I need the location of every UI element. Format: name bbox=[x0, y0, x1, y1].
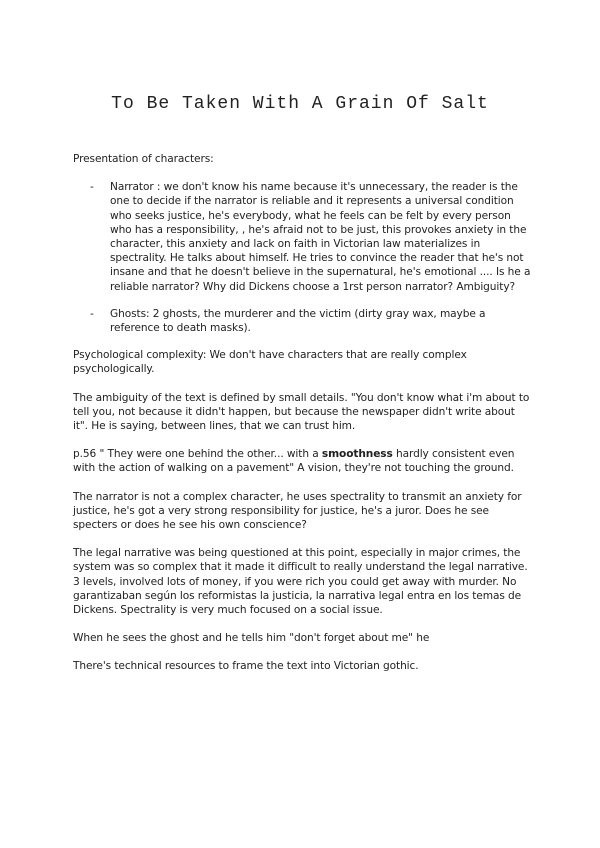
bullet-marker: - bbox=[90, 307, 94, 320]
paragraph-quote-p56 bbox=[73, 447, 533, 475]
quote-text-end: hardly consistent even with the action of walking on a pavement" A vision, they're not touching the ground. bbox=[73, 448, 515, 475]
quote-text-start: p.56 " They were one behind the other... with a bbox=[73, 448, 322, 461]
paragraph-narrator: The narrator is not a complex character, he uses spectrality to transmit an anxiety for justice, he's got a very strong responsibility for justice, he's a juror. Does he see specters or does he see his own conscience? bbox=[73, 490, 522, 532]
paragraph-technical: There's technical resources to frame the text into Victorian gothic. bbox=[73, 660, 419, 673]
list-item-narrator bbox=[73, 180, 533, 294]
document-title: To Be Taken With A Grain Of Salt bbox=[111, 94, 489, 114]
bullet-marker: - bbox=[90, 181, 94, 194]
paragraph-legal: The legal narrative was being questioned at this point, especially in major crimes, the system was so complex that it made it difficult to really understand the legal narrative. 3 levels, involved lots of money, if you were rich you could get away with murder. No garantizaban según los reformistas la justicia, la narrativa legal entra en los temas de Dickens. Spectrality is very much focused on a social issue. bbox=[73, 547, 528, 617]
paragraph-psychological: Psychological complexity: We don't have characters that are really complex psychologically. bbox=[73, 349, 467, 376]
list-item-text: Narrator : we don't know his name because it's unnecessary, the reader is the one to decide if the narrator is reliable and it represents a universal condition who seeks justice, he's everybody, what he feels can be felt by every person who has a responsibility, , he's afraid not to be just, this provokes anxiety in the character, this anxiety and lack on faith in Victorian law materializes in spectrality. He talks about himself. He tries to convince the reader that he's not insane and that he doesn't believe in the supernatural, he's emotional .... Is he a reliable narrator? Why did Dickens choose a 1rst person narrator? Ambiguity? bbox=[110, 181, 531, 293]
list-item-ghosts bbox=[73, 307, 533, 335]
quote-emphasis: smoothness bbox=[321, 448, 393, 461]
document-body bbox=[73, 152, 533, 688]
paragraph-ambiguity: The ambiguity of the text is defined by small details. "You don't know what i'm about to tell you, not because it didn't happen, but because the newspaper didn't write about it". He is saying, between lines, that we can trust him. bbox=[73, 391, 530, 433]
character-list bbox=[73, 180, 533, 335]
paragraph-ghost: When he sees the ghost and he tells him "don't forget about me" he bbox=[73, 632, 430, 645]
section-heading: Presentation of characters: bbox=[73, 153, 214, 165]
list-item-text: Ghosts: 2 ghosts, the murderer and the victim (dirty gray wax, maybe a reference to death masks). bbox=[110, 307, 486, 335]
